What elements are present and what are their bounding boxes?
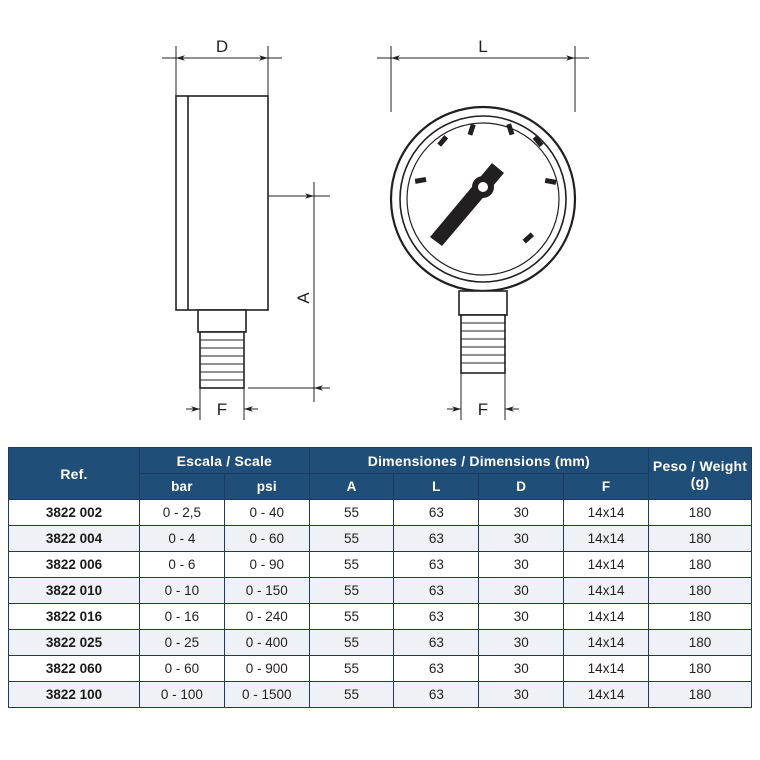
cell-d: 30	[479, 656, 564, 682]
cell-psi: 0 - 90	[224, 552, 309, 578]
specifications-table-container	[8, 447, 752, 708]
header-a: A	[309, 474, 394, 500]
cell-ref: 3822 010	[9, 578, 140, 604]
cell-a: 55	[309, 500, 394, 526]
cell-psi: 0 - 400	[224, 630, 309, 656]
cell-l: 63	[394, 656, 479, 682]
cell-weight: 180	[649, 630, 752, 656]
cell-psi: 0 - 60	[224, 526, 309, 552]
cell-l: 63	[394, 630, 479, 656]
cell-a: 55	[309, 630, 394, 656]
cell-bar: 0 - 60	[140, 656, 225, 682]
cell-d: 30	[479, 604, 564, 630]
header-d: D	[479, 474, 564, 500]
table-body	[9, 500, 752, 708]
cell-ref: 3822 100	[9, 682, 140, 708]
label-f-right-view: F	[477, 400, 489, 419]
cell-ref: 3822 060	[9, 656, 140, 682]
cell-weight: 180	[649, 500, 752, 526]
cell-d: 30	[479, 682, 564, 708]
header-psi: psi	[224, 474, 309, 500]
cell-f: 14x14	[564, 656, 649, 682]
cell-ref: 3822 025	[9, 630, 140, 656]
cell-psi: 0 - 240	[224, 604, 309, 630]
table-row	[9, 526, 752, 552]
table-head	[9, 448, 752, 500]
cell-a: 55	[309, 526, 394, 552]
cell-ref: 3822 002	[9, 500, 140, 526]
table-row	[9, 630, 752, 656]
cell-l: 63	[394, 682, 479, 708]
gauge-case-profile	[176, 96, 268, 310]
cell-bar: 0 - 10	[140, 578, 225, 604]
cell-a: 55	[309, 552, 394, 578]
cell-ref: 3822 016	[9, 604, 140, 630]
cell-bar: 0 - 6	[140, 552, 225, 578]
table-row	[9, 578, 752, 604]
label-a-left-view: A	[294, 292, 313, 304]
cell-d: 30	[479, 630, 564, 656]
cell-l: 63	[394, 578, 479, 604]
cell-bar: 0 - 25	[140, 630, 225, 656]
cell-f: 14x14	[564, 500, 649, 526]
header-bar: bar	[140, 474, 225, 500]
cell-ref: 3822 004	[9, 526, 140, 552]
cell-f: 14x14	[564, 552, 649, 578]
cell-l: 63	[394, 526, 479, 552]
header-scale-group: Escala / Scale	[140, 448, 310, 474]
cell-bar: 0 - 4	[140, 526, 225, 552]
cell-psi: 0 - 900	[224, 656, 309, 682]
table-row	[9, 500, 752, 526]
label-f-left-view: F	[216, 400, 228, 419]
cell-weight: 180	[649, 526, 752, 552]
cell-bar: 0 - 100	[140, 682, 225, 708]
cell-weight: 180	[649, 604, 752, 630]
header-f: F	[564, 474, 649, 500]
gauge-thread-body-front	[461, 315, 505, 373]
cell-d: 30	[479, 552, 564, 578]
cell-weight: 180	[649, 656, 752, 682]
table-row	[9, 682, 752, 708]
cell-l: 63	[394, 604, 479, 630]
cell-d: 30	[479, 526, 564, 552]
specifications-table	[8, 447, 752, 708]
cell-psi: 0 - 40	[224, 500, 309, 526]
cell-ref: 3822 006	[9, 552, 140, 578]
cell-psi: 0 - 150	[224, 578, 309, 604]
table-row	[9, 656, 752, 682]
cell-a: 55	[309, 656, 394, 682]
cell-f: 14x14	[564, 604, 649, 630]
label-l-right-view: L	[478, 37, 488, 56]
cell-a: 55	[309, 604, 394, 630]
gauge-stem-hex	[198, 310, 246, 332]
cell-weight: 180	[649, 682, 752, 708]
table-header-group-row	[9, 448, 752, 474]
header-dimensions-group: Dimensiones / Dimensions (mm)	[309, 448, 648, 474]
table-row	[9, 552, 752, 578]
header-l: L	[394, 474, 479, 500]
cell-d: 30	[479, 500, 564, 526]
label-d-left-view: D	[215, 37, 229, 56]
cell-psi: 0 - 1500	[224, 682, 309, 708]
cell-bar: 0 - 16	[140, 604, 225, 630]
cell-a: 55	[309, 682, 394, 708]
cell-l: 63	[394, 500, 479, 526]
table-row	[9, 604, 752, 630]
cell-weight: 180	[649, 578, 752, 604]
cell-f: 14x14	[564, 526, 649, 552]
gauge-stem-hex-front	[459, 291, 507, 315]
cell-a: 55	[309, 578, 394, 604]
gauge-dial-face	[407, 123, 559, 275]
cell-l: 63	[394, 552, 479, 578]
header-ref: Ref.	[9, 448, 140, 500]
header-weight-group: Peso / Weight (g)	[649, 448, 752, 500]
cell-weight: 180	[649, 552, 752, 578]
cell-f: 14x14	[564, 682, 649, 708]
cell-bar: 0 - 2,5	[140, 500, 225, 526]
cell-d: 30	[479, 578, 564, 604]
cell-f: 14x14	[564, 578, 649, 604]
cell-f: 14x14	[564, 630, 649, 656]
